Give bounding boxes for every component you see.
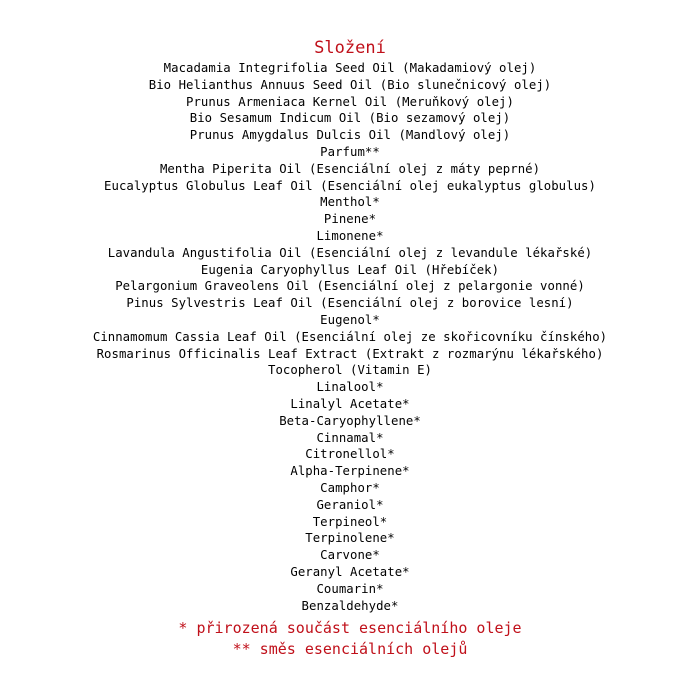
ingredient-item: Prunus Armeniaca Kernel Oil (Meruňkový olej) [186, 94, 514, 109]
ingredient-item: Alpha-Terpinene* [290, 464, 410, 479]
ingredient-item: Macadamia Integrifolia Seed Oil (Makadamiový olej) [163, 61, 537, 75]
ingredient-item: Parfum** [320, 144, 380, 159]
ingredient-item: Mentha Piperita Oil (Esenciální olej z máty peprné) [159, 161, 541, 176]
ingredient-item: Terpineol* [312, 514, 388, 529]
ingredient-item: Lavandula Angustifolia Oil (Esenciální olej z levandule lékařské) [107, 245, 593, 260]
footnote-blend: ** směs esenciálních olejů [232, 640, 468, 659]
ingredient-item: Rosmarinus Officinalis Leaf Extract (Extrakt z rozmarýnu lékařského) [96, 346, 604, 361]
ingredient-item: Eugenol* [320, 312, 380, 327]
ingredient-list [0, 60, 700, 614]
ingredient-item: Bio Sesamum Indicum Oil (Bio sezamový olej) [189, 111, 511, 126]
ingredient-item: Pinene* [323, 212, 377, 227]
ingredient-item: Tocopherol (Vitamin E) [268, 363, 432, 378]
ingredient-item: Benzaldehyde* [301, 598, 399, 613]
ingredient-item: Cinnamal* [316, 430, 384, 445]
ingredient-item: Menthol* [320, 195, 380, 210]
ingredient-item: Limonene* [316, 228, 384, 243]
ingredient-item: Camphor* [320, 480, 380, 495]
ingredient-item: Cinnamomum Cassia Leaf Oil (Esenciální olej ze skořicovníku čínského) [92, 329, 608, 344]
ingredient-item: Carvone* [320, 548, 380, 563]
ingredient-item: Prunus Amygdalus Dulcis Oil (Mandlový olej) [189, 128, 511, 143]
ingredient-item: Bio Helianthus Annuus Seed Oil (Bio slunečnicový olej) [148, 77, 552, 92]
ingredient-item: Eugenia Caryophyllus Leaf Oil (Hřebíček) [200, 262, 500, 277]
ingredient-item: Linalyl Acetate* [290, 396, 410, 411]
ingredient-item: Geranyl Acetate* [290, 564, 410, 579]
ingredient-item: Eucalyptus Globulus Leaf Oil (Esenciální olej eukalyptus globulus) [104, 178, 596, 193]
ingredient-item: Beta-Caryophyllene* [279, 413, 421, 428]
ingredient-item: Pelargonium Graveolens Oil (Esenciální olej z pelargonie vonné) [115, 279, 585, 294]
section-title: Složení [314, 38, 386, 58]
ingredient-item: Pinus Sylvestris Leaf Oil (Esenciální olej z borovice lesní) [126, 296, 574, 311]
ingredient-item: Terpinolene* [305, 531, 395, 546]
ingredient-item: Geraniol* [316, 497, 384, 512]
ingredient-item: Linalool* [316, 380, 384, 395]
footnotes [0, 618, 700, 660]
ingredients-document [0, 36, 700, 660]
footnote-natural: * přirozená součást esenciálního oleje [178, 619, 522, 638]
ingredient-item: Coumarin* [316, 581, 384, 596]
ingredient-item: Citronellol* [305, 447, 395, 462]
